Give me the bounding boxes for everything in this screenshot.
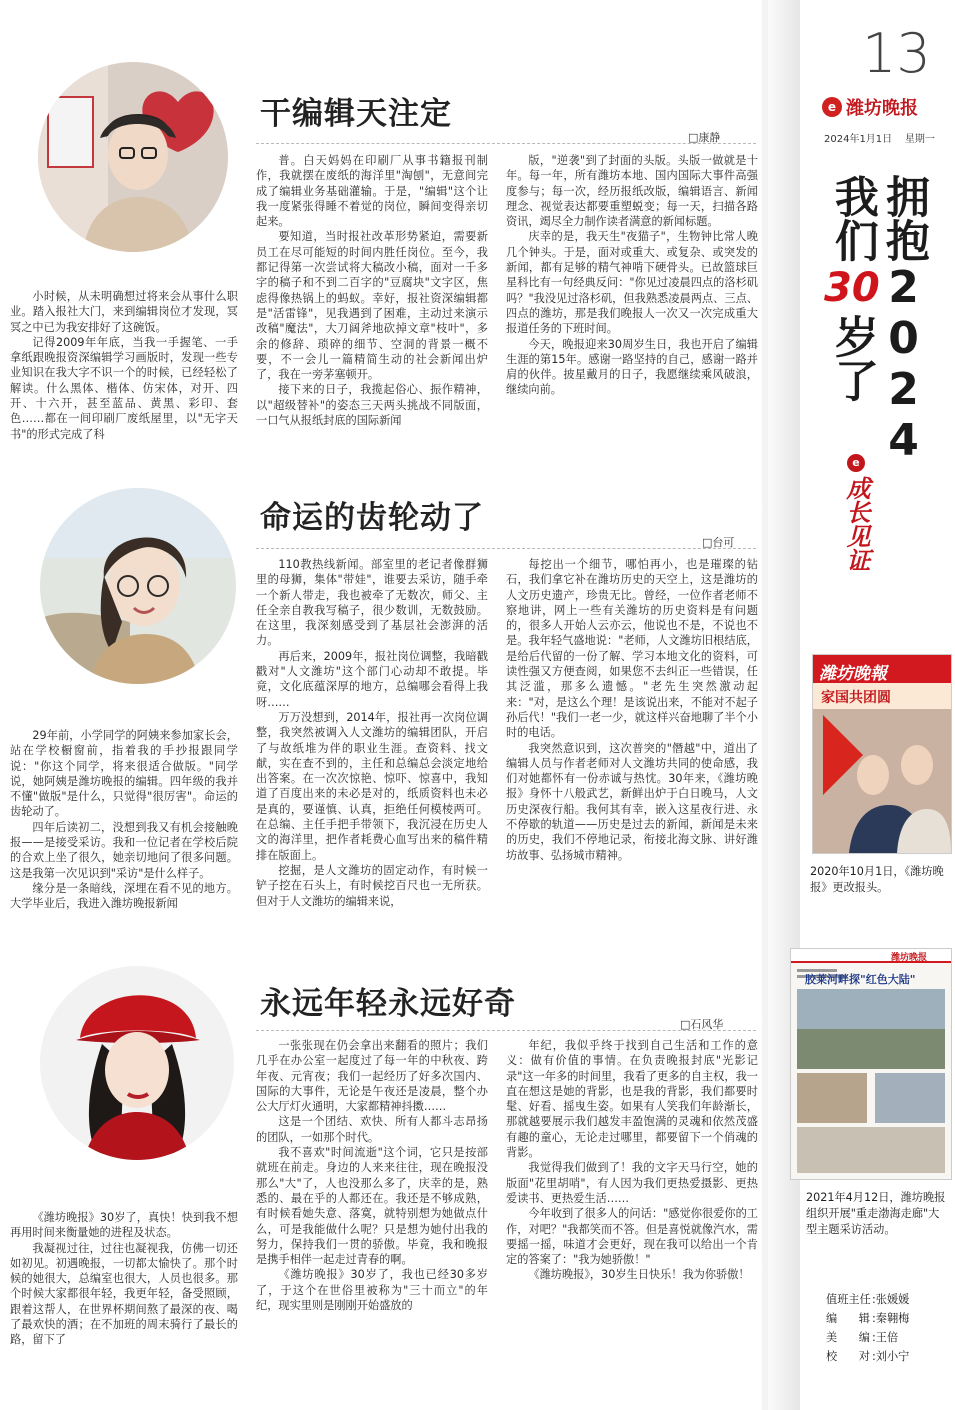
article-byline: □石风华 (680, 1018, 724, 1031)
staff-row: 值班主任 : 张媛媛 (826, 1290, 909, 1309)
slogan-mark-icon: e (847, 454, 865, 472)
article-paragraph: 每挖出一个细节，哪怕再小，也是璀璨的钻石，我们拿它补在潍坊历史的天空上，这是潍坊的人文历史遗产，珍贵无比。曾经，一位作者老师不察地讲，网上一些有关潍坊的历史资料是有问题的，很多人开始人云亦云，他说也不是，不说也不是。我年轻气盛地说："老师，人文潍坊旧根结底，是给后代留的一份了解、学习本地文化的资料，可读性强又方便查阅，如果您不去纠正一些错误，任其泛滥，那多么遗憾。"老先生突然激动起来："对，是这么个理！是该说出来，不能对不起子孙后代！"我们一老一少，就这样兴奋地聊了半个小时的电话。 (506, 558, 758, 740)
article-column (506, 153, 758, 457)
article-column (506, 1038, 758, 1406)
page-number: 13 (862, 22, 931, 85)
staff-name: 王倍 (875, 1331, 899, 1344)
thumbnail-image (813, 655, 951, 853)
article-paragraph: 要知道，当时报社改革形势紧迫，需要新员工在尽可能短的时间内胜任岗位。至今，我都记得第一次尝试将大稿改小稿，面对一千多字的稿子和不到二百字的"豆腐块"文字区，焦虑得像热锅上的蚂蚁。幸好，报社资深编辑都是"活雷锋"，见我遇到了困难，主动过来演示改稿"魔法"，大刀阔斧地砍掉文章"枝叶"，多余的修辞、琐碎的细节、空洞的背景一概不要，不一会儿一篇精简生动的社会新闻出炉了，我在一旁茅塞顿开。 (256, 230, 488, 382)
article-paragraph: 这是一个团结、欢快、所有人都斗志昂扬的团队，一如那个时代。 (256, 1115, 488, 1144)
brand-masthead (822, 94, 918, 120)
article-paragraph: 110教热线新闻。部室里的老记者像群狮里的母狮，集体"带娃"，谁要去采访，随手牵一个新人带走，我也被牵了无数次，师父、主任全亲自教我写稿子，很少数训，无数鼓励。在这里，我深刻感受到了基层社会澎湃的活力。 (256, 558, 488, 648)
issue-weekday: 星期一 (904, 134, 935, 145)
dateline (824, 130, 935, 145)
brand-name: 潍坊晚报 (846, 98, 918, 119)
article-paragraph: 再后来，2009年，报社岗位调整，我暗戳戳对"人文潍坊"这个部门心动却不敢提。毕竟，文化底蕴深厚的地方，总编哪会看得上我呀…… (256, 649, 488, 709)
article-divider (256, 1030, 756, 1031)
article-title: 干编辑天注定 (260, 96, 452, 132)
article-column (10, 289, 238, 457)
slogan-text: 成长见证 (842, 476, 870, 572)
article-byline: □康静 (688, 131, 721, 144)
article-paragraph: 我凝视过往，过往也凝视我，仿佛一切还如初见。初遇晚报，一切都太愉快了。那个时候的她很大，总编室也很大，人员也很多。那个时候大家都很年轻，我更年轻，备受照顾，跟着这帮人，在世界杯期间熬了最深的夜、喝了最欢快的酒；在不加班的周末骑行了最长的路，留下了 (10, 1241, 238, 1347)
headline-line-2b: 岁了 (826, 314, 878, 402)
thumbnail-caption: 2021年4月12日，潍坊晚报组织开展"重走渤海走廊"大型主题采访活动。 (806, 1191, 946, 1236)
paper-fold-edge (762, 0, 768, 1410)
article-paragraph: 庆幸的是，我天生"夜猫子"，生物钟比常人晚几个钟头。于是，面对或重大、或复杂、或突发的新闻，都有足够的精气神啃下硬骨头。已故篮球巨星科比有一句经典反问："你见过凌晨四点的洛杉矶吗？"我没见过洛杉矶，但我熟悉凌晨两点、三点、四点的潍坊，那是我们晚报人一次又一次完成重大报道任务的下班时间。 (506, 230, 758, 336)
article-column (10, 728, 238, 942)
staff-row: 美编 : 王倍 (826, 1328, 909, 1347)
staff-row: 编辑 : 秦翱梅 (826, 1309, 909, 1328)
headline-line-1: 拥抱2024 (878, 174, 929, 466)
newspaper-thumbnail-2021 (790, 948, 952, 1180)
article-paragraph: 版，"逆袭"到了封面的头版。头版一做就是十年。每一年，所有潍坊本地、国内国际大事件高强度参与；每一次，经历报纸改版，编辑语言、新闻理念、视觉表达都要重塑蜕变；每一天，扫描各路资讯，竭尽全力制作读者满意的新闻标题。 (506, 154, 758, 229)
article-paragraph: 《潍坊晚报》30岁了，我也已经30多岁了，于这个在世俗里被称为"三十而立"的年纪，现实里则是刚刚开始盛放的 (256, 1268, 488, 1313)
article-paragraph: 我觉得我们做到了！我的文字天马行空，她的版面"花里胡哨"，有人因为我们更热爱摄影、更热爱读书、更热爱生活…… (506, 1161, 758, 1205)
headline-number: 30 (824, 265, 880, 311)
article-paragraph: 今天，晚报迎来30周岁生日，我也开启了编辑生涯的第15年。感谢一路坚持的自己，感谢一路并肩的伙伴。披星戴月的日子，我愿继续乘风破浪，继续向前。 (506, 337, 758, 397)
author-photo-shifenghua (40, 966, 234, 1160)
staff-name: 张媛媛 (875, 1293, 910, 1306)
article-paragraph: 29年前，小学同学的阿姨来参加家长会，站在学校橱窗前，指着我的手抄报跟同学说："你这个同学，将来很适合做版。"同学说，她阿姨是潍坊晚报的编辑。四年级的我并不懂"做版"是什么，只觉得"很厉害"。命运的齿轮动了。 (10, 729, 238, 819)
article-title: 永远年轻永远好奇 (260, 986, 516, 1022)
staff-credits (826, 1290, 909, 1366)
author-photo-taike (40, 488, 236, 684)
article-paragraph: 缘分是一条暗线，深埋在看不见的地方。大学毕业后，我进入潍坊晚报新闻 (10, 881, 238, 911)
article-paragraph: 记得2009年年底，当我一手握笔、一手拿纸跟晚报资深编辑学习画版时，发现一些专业知识在我大字不识一个的时候，已经轻松了解读。什么黑体、楷体、仿宋体，对开、四开、十六开，甚至蓝品、黄黑、彩印、套色……都在一间印刷厂废纸屋里，以"无字天书"的形式完成了科 (10, 335, 238, 441)
article-paragraph: 我不喜欢"时间流逝"这个词，它只是按部就班在前走。身边的人来来往往，现在晚报没那么"大"了，人也没那么多了，庆幸的是，熟悉的、最在乎的人都还在。我还是不够成熟，有时候看她失意、落寞，就特别想为她做点什么，可是我能做什么呢？只是想为她付出我的努力，保持我们一贯的骄傲。毕竟，我和晚报是携手相伴一起走过青春的啊。 (256, 1146, 488, 1267)
portrait-image (40, 966, 234, 1160)
thumbnail-headline: 家国共团圆 (821, 690, 891, 706)
issue-date: 2024年1月1日 (824, 134, 893, 145)
article-divider (256, 548, 756, 549)
article-column (10, 1210, 238, 1406)
brand-logo-icon: e (822, 97, 842, 117)
article-byline: □台可 (702, 536, 735, 549)
staff-role: 校对 (826, 1350, 870, 1363)
article-paragraph: 一张张现在仍会拿出来翻看的照片；我们几乎在办公室一起度过了每一年的中秋夜、跨年夜、元宵夜；我们一起经历了好多次国内、国际的大事件，无论是午夜还是凌晨，整个办公大厅灯火通明，大家都精神抖擞…… (256, 1039, 488, 1114)
article-paragraph: 今年收到了很多人的问话："感觉你很爱你的工作，对吧？"我都笑而不答。但是喜悦就像汽水，需要摇一摇，味道才会更好，现在我可以给出一个肯定的答案了："我为她骄傲！" (506, 1207, 758, 1267)
article-divider (256, 143, 756, 144)
slogan (843, 454, 869, 572)
article-paragraph: 挖掘，是人文潍坊的固定动作，有时候一铲子挖在石头上，有时候挖百尺也一无所获。但对于人文潍坊的编辑来说， (256, 863, 488, 908)
article-paragraph: 《潍坊晚报》，30岁生日快乐！我为你骄傲！ (528, 1268, 750, 1282)
thumbnail-caption: 2020年10月1日，《潍坊晚报》更改报头。 (810, 865, 944, 894)
newspaper-thumbnail-2020 (812, 654, 952, 854)
article-paragraph: 年纪，我似乎终于找到自己生活和工作的意义：做有价值的事情。在负责晚报封底"光影记录"这一年多的时间里，我看了更多的自主权，我一直在想这是她的背影，也是我的背影，我们都要时髦、好看、摇曳生姿。如果有人笑我们年龄渐长，那就越要展示我们越发丰盈饱满的灵魂和依然茂盛有趣的童心，无论走过哪里，都要留下一个俏魂的背影。 (506, 1039, 758, 1160)
article-paragraph: 普。白天妈妈在印刷厂从事书籍报刊制作，我就摆在废纸的海洋里"淘刨"，无意间完成了编辑业务基础灌输。于是，"编辑"这个让我一度紧张得睡不着觉的岗位，瞬间变得亲切起来。 (256, 154, 488, 229)
article-paragraph: 接下来的日子，我揽起俗心、振作精神，以"超级替补"的姿态三天两头挑战不同版面，一口气从报纸封底的国际新闻 (256, 383, 488, 428)
thumbnail-masthead: 潍坊晚报 (891, 953, 928, 963)
staff-row: 校对 : 刘小宁 (826, 1347, 909, 1366)
staff-name: 秦翱梅 (875, 1312, 910, 1325)
headline-line-2a: 我们 (826, 174, 878, 262)
staff-name: 刘小宁 (875, 1350, 910, 1363)
article-column (256, 153, 488, 457)
thumbnail-headline: 胶莱河畔探"红色大陆" (805, 973, 916, 986)
article-paragraph: 《潍坊晚报》30岁了，真快！快到我不想再用时间来衡量她的进程及状态。 (10, 1211, 238, 1240)
portrait-image (40, 488, 236, 684)
author-photo-kangjing (38, 62, 228, 252)
article-paragraph: 小时候，从未明确想过将来会从事什么职业。踏入报社大门，来到编辑岗位才发现，冥冥之中已为我安排好了这碗饭。 (10, 290, 238, 334)
article-title: 命运的齿轮动了 (260, 500, 484, 536)
headline-line-2 (824, 174, 880, 402)
article-paragraph: 四年后读初二，没想到我又有机会接触晚报——是接受采访。我和一位记者在学校后院的合欢上坐了很久，她亲切地问了很多问题。这是我第一次见识到"采访"是什么样子。 (10, 820, 238, 880)
article-column (256, 557, 488, 942)
staff-role: 编辑 (826, 1312, 870, 1325)
article-paragraph: 我突然意识到，这次普突的"僭越"中，道出了编辑人员与作者老师对人文潍坊共同的使命感，我们对她都怀有一份赤诚与热忱。30年来，《潍坊晚报》身怀十八般武艺，新鲜出炉于白日晚马，人文历史深夜行船。我何其有幸，嵌入这星夜行进、永不停歇的轨道——历史是过去的新闻，新闻是未来的历史，我们不停地记录，衔接北海文脉、讲好潍坊故事、弘扬城市精神。 (506, 741, 758, 862)
staff-role: 美编 (826, 1331, 870, 1344)
staff-role: 值班主任 (826, 1293, 871, 1306)
article-column (506, 557, 758, 942)
article-paragraph: 万万没想到，2014年，报社再一次岗位调整，我突然被调入人文潍坊的编辑团队，开启了与故纸堆为伴的职业生涯。查资料、找文献，实在查不到的，主任和总编总会淡定地给出答案。在一次次惊艳、惊吓、惊喜中，我知道了百度出来的未必是对的，纸质资料也未必是真的，要谨慎、认真，拒绝任何模棱两可。在总编、主任手把手带领下，我沉浸在历史人文的海洋里，把作者耗费心血写出来的稿件精排在版面上。 (256, 710, 488, 862)
article-column (256, 1038, 488, 1406)
thumbnail-masthead: 潍坊晚報 (819, 664, 887, 684)
portrait-image (38, 62, 228, 252)
